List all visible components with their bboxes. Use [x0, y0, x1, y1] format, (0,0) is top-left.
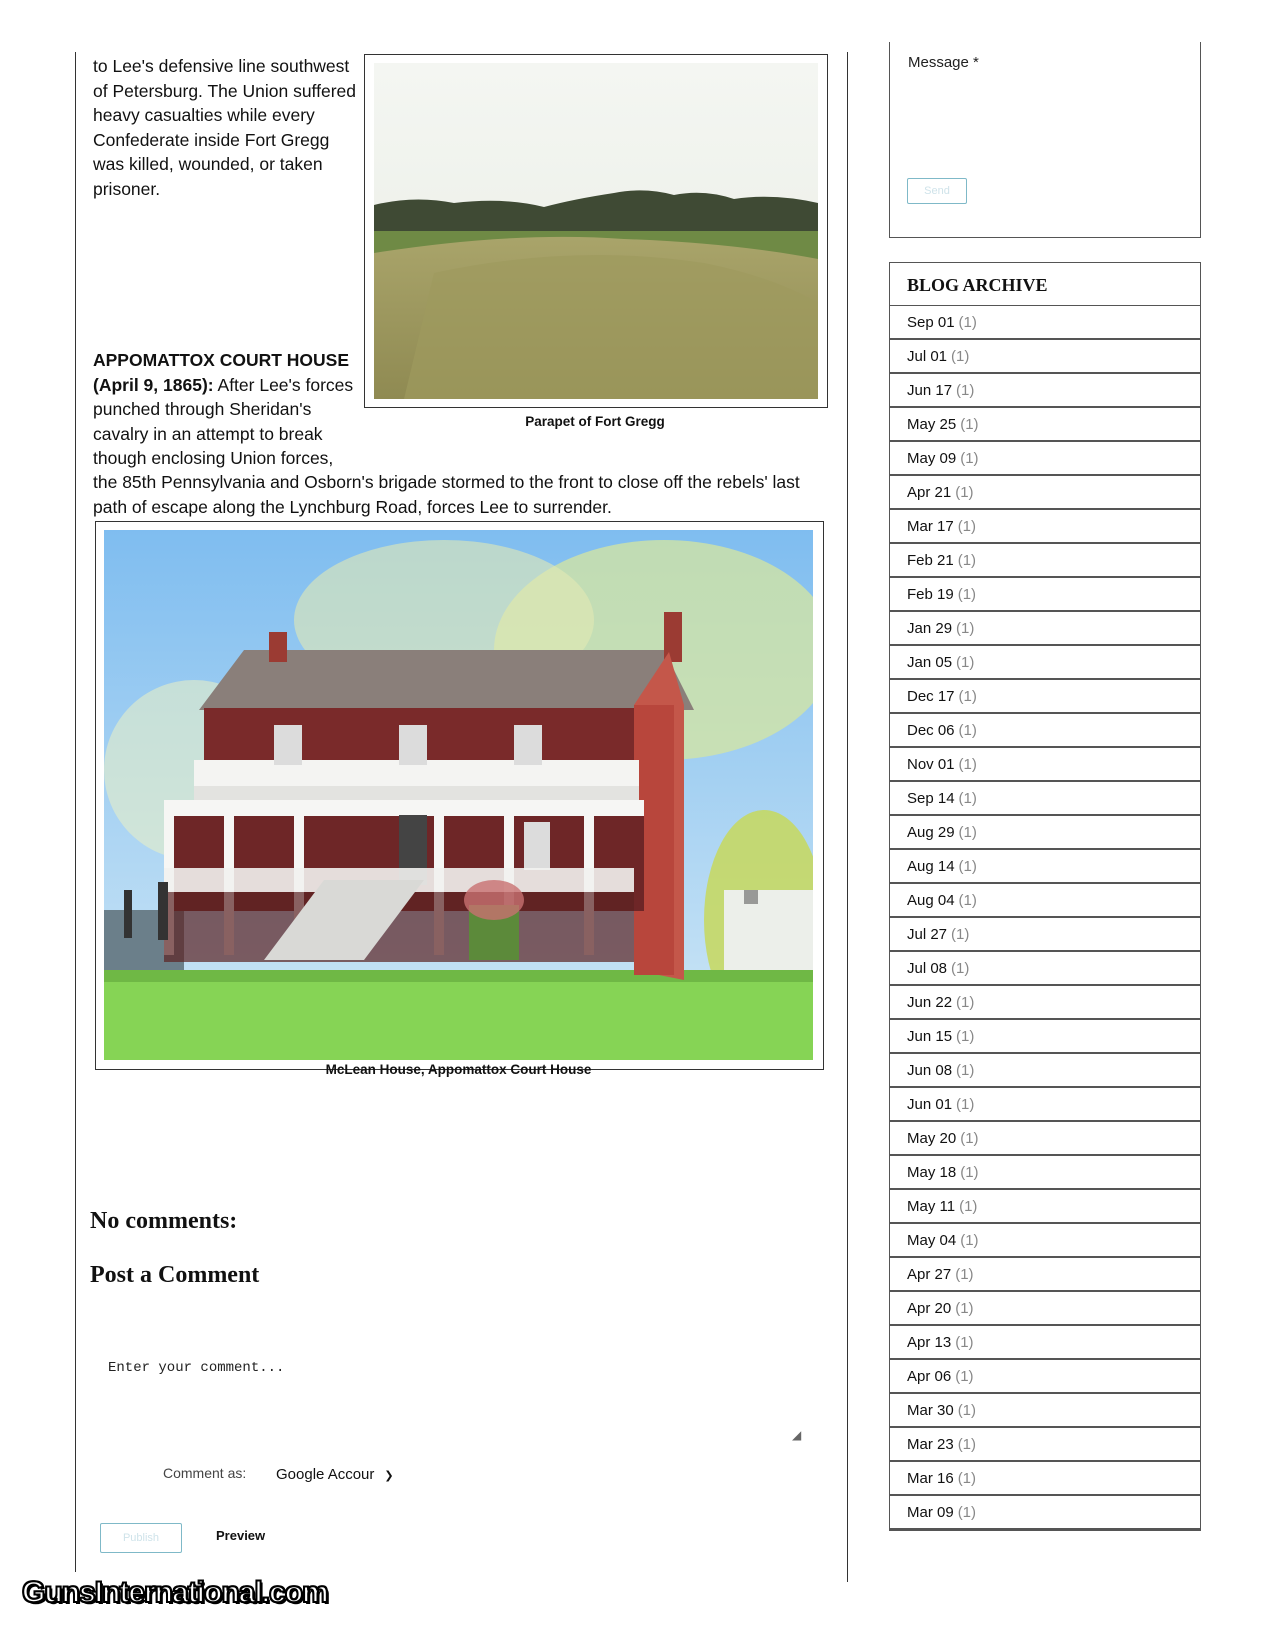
archive-item[interactable] — [890, 578, 1200, 612]
archive-date-link[interactable]: May 11 — [907, 1198, 956, 1215]
fort-gregg-photo — [364, 54, 828, 408]
chevron-down-icon: ❯ — [384, 1469, 394, 1482]
archive-item[interactable] — [890, 510, 1200, 544]
archive-count: (1) — [951, 926, 970, 943]
archive-count: (1) — [958, 756, 977, 773]
archive-item[interactable] — [890, 1428, 1200, 1462]
archive-item[interactable] — [890, 918, 1200, 952]
archive-count: (1) — [955, 1368, 974, 1385]
archive-count: (1) — [955, 1266, 974, 1283]
archive-count: (1) — [955, 484, 974, 501]
archive-item[interactable] — [890, 952, 1200, 986]
archive-date-link[interactable]: Mar 30 — [907, 1402, 954, 1419]
comment-as-label: Comment as: — [163, 1465, 247, 1481]
archive-count: (1) — [956, 1096, 975, 1113]
archive-date-link[interactable]: Apr 27 — [907, 1266, 952, 1283]
appomattox-text-a: After Lee's forces punched through Sheridan's cavalry in an attempt to break though enclosing Union forces, — [93, 374, 354, 468]
archive-item[interactable] — [890, 1224, 1200, 1258]
archive-date-link[interactable]: May 04 — [907, 1232, 957, 1249]
archive-item[interactable] — [890, 816, 1200, 850]
archive-count: (1) — [958, 790, 977, 807]
archive-count: (1) — [951, 960, 970, 977]
archive-date-link[interactable]: Dec 06 — [907, 722, 955, 739]
archive-date-link[interactable]: Sep 01 — [907, 314, 955, 331]
archive-date-link[interactable]: Mar 09 — [907, 1504, 954, 1521]
archive-item[interactable] — [890, 850, 1200, 884]
archive-count: (1) — [958, 824, 977, 841]
account-value: Google Accour — [276, 1466, 375, 1483]
archive-count: (1) — [959, 1198, 978, 1215]
publish-button[interactable]: Publish — [100, 1523, 182, 1553]
archive-date-link[interactable]: Apr 20 — [907, 1300, 952, 1317]
archive-date-link[interactable]: Apr 21 — [907, 484, 952, 501]
archive-count: (1) — [958, 314, 977, 331]
archive-date-link[interactable]: Jan 29 — [907, 620, 953, 637]
archive-item[interactable] — [890, 408, 1200, 442]
archive-count: (1) — [960, 416, 979, 433]
blog-archive-title: BLOG ARCHIVE — [890, 263, 1200, 306]
archive-count: (1) — [958, 722, 977, 739]
archive-count: (1) — [958, 688, 977, 705]
blog-archive — [889, 262, 1201, 1531]
archive-item[interactable] — [890, 680, 1200, 714]
archive-item[interactable] — [890, 1326, 1200, 1360]
archive-date-link[interactable]: May 20 — [907, 1130, 957, 1147]
archive-item[interactable] — [890, 612, 1200, 646]
archive-count: (1) — [960, 1164, 979, 1181]
archive-list — [890, 306, 1200, 1530]
archive-item[interactable] — [890, 1258, 1200, 1292]
archive-item[interactable] — [890, 1020, 1200, 1054]
message-label: Message * — [908, 54, 979, 71]
archive-item[interactable] — [890, 1122, 1200, 1156]
archive-date-link[interactable]: Jul 27 — [907, 926, 948, 943]
archive-date-link[interactable]: Jul 08 — [907, 960, 948, 977]
archive-date-link[interactable]: Jul 01 — [907, 348, 948, 365]
archive-item[interactable] — [890, 1462, 1200, 1496]
archive-item[interactable] — [890, 884, 1200, 918]
archive-count: (1) — [960, 1232, 979, 1249]
appomattox-heading: APPOMATTOX COURT HOUSE (April 9, 1865): — [93, 350, 350, 395]
archive-count: (1) — [957, 552, 977, 569]
archive-date-link[interactable]: May 25 — [907, 416, 957, 433]
content-divider-line — [847, 52, 848, 1582]
archive-count: (1) — [958, 858, 977, 875]
no-comments-heading: No comments: — [90, 1208, 238, 1234]
archive-date-link[interactable]: Mar 17 — [907, 518, 954, 535]
archive-item[interactable] — [890, 1394, 1200, 1428]
archive-item[interactable] — [890, 782, 1200, 816]
archive-count: (1) — [956, 994, 975, 1011]
archive-date-link[interactable]: Mar 23 — [907, 1436, 954, 1453]
archive-count: (1) — [951, 348, 970, 365]
archive-count: (1) — [956, 1062, 975, 1079]
archive-date-link[interactable]: May 18 — [907, 1164, 957, 1181]
fort-gregg-caption: Parapet of Fort Gregg — [525, 414, 665, 429]
archive-item[interactable] — [890, 1054, 1200, 1088]
appomattox-text-b: the 85th Pennsylvania and Osborn's brigade stormed to the front to close off the rebels' last path of escape along the Lynchburg Road, forces Lee to surrender. — [93, 472, 800, 517]
archive-count: (1) — [957, 1402, 977, 1419]
archive-count: (1) — [958, 892, 977, 909]
archive-count: (1) — [957, 518, 977, 535]
appomattox-paragraph — [93, 348, 363, 471]
archive-item[interactable] — [890, 442, 1200, 476]
archive-date-link[interactable]: Nov 01 — [907, 756, 955, 773]
archive-date-link[interactable]: Mar 16 — [907, 1470, 954, 1487]
archive-item[interactable] — [890, 714, 1200, 748]
mclean-house-photo — [95, 521, 824, 1070]
archive-count: (1) — [960, 1130, 979, 1147]
comment-account-select[interactable] — [276, 1466, 394, 1483]
article-intro-text: to Lee's defensive line southwest of Petersburg. The Union suffered heavy casualties while every Confederate inside Fort Gregg was killed, wounded, or taken prisoner. — [93, 56, 356, 199]
archive-item[interactable] — [890, 306, 1200, 340]
archive-date-link[interactable]: Feb 19 — [907, 586, 954, 603]
archive-date-link[interactable]: Apr 06 — [907, 1368, 952, 1385]
archive-count: (1) — [955, 1300, 974, 1317]
archive-count: (1) — [957, 1470, 977, 1487]
archive-item[interactable] — [890, 476, 1200, 510]
archive-date-link[interactable]: Apr 13 — [907, 1334, 952, 1351]
archive-item[interactable] — [890, 1190, 1200, 1224]
archive-count: (1) — [956, 1028, 975, 1045]
archive-count: (1) — [956, 382, 975, 399]
archive-count: (1) — [956, 620, 975, 637]
archive-item[interactable] — [890, 748, 1200, 782]
preview-button[interactable]: Preview — [216, 1528, 266, 1543]
watermark-logo: GunsInternational.com — [22, 1576, 328, 1609]
archive-date-link[interactable]: Jun 15 — [907, 1028, 953, 1045]
archive-count: (1) — [956, 654, 975, 671]
archive-date-link[interactable]: Jun 08 — [907, 1062, 953, 1079]
archive-item[interactable] — [890, 646, 1200, 680]
archive-item[interactable] — [890, 1360, 1200, 1394]
archive-date-link[interactable]: Jun 01 — [907, 1096, 953, 1113]
archive-date-link[interactable]: Jun 22 — [907, 994, 953, 1011]
archive-date-link[interactable]: Aug 14 — [907, 858, 955, 875]
contact-form — [889, 42, 1201, 238]
archive-item[interactable] — [890, 1088, 1200, 1122]
archive-date-link[interactable]: Sep 14 — [907, 790, 955, 807]
archive-date-link[interactable]: Dec 17 — [907, 688, 955, 705]
archive-date-link[interactable]: Aug 29 — [907, 824, 955, 841]
archive-count: (1) — [957, 1504, 977, 1521]
send-button[interactable]: Send — [907, 178, 967, 204]
mclean-house-caption: McLean House, Appomattox Court House — [325, 1062, 592, 1077]
archive-count: (1) — [955, 1334, 974, 1351]
archive-count: (1) — [957, 1436, 977, 1453]
archive-date-link[interactable]: Feb 21 — [907, 552, 954, 569]
archive-date-link[interactable]: May 09 — [907, 450, 957, 467]
comment-textarea[interactable] — [108, 1358, 808, 1448]
archive-date-link[interactable]: Aug 04 — [907, 892, 955, 909]
left-border-line — [75, 52, 76, 1572]
archive-count: (1) — [960, 450, 979, 467]
archive-item[interactable] — [890, 340, 1200, 374]
archive-count: (1) — [957, 586, 977, 603]
archive-item[interactable] — [890, 986, 1200, 1020]
archive-item[interactable] — [890, 1156, 1200, 1190]
archive-item[interactable] — [890, 374, 1200, 408]
post-comment-heading: Post a Comment — [90, 1262, 260, 1288]
archive-item[interactable] — [890, 1496, 1200, 1530]
archive-item[interactable] — [890, 1292, 1200, 1326]
archive-date-link[interactable]: Jan 05 — [907, 654, 953, 671]
archive-item[interactable] — [890, 544, 1200, 578]
archive-date-link[interactable]: Jun 17 — [907, 382, 953, 399]
resize-handle-icon[interactable]: ◢ — [792, 1428, 802, 1442]
comment-placeholder: Enter your comment... — [108, 1360, 285, 1376]
